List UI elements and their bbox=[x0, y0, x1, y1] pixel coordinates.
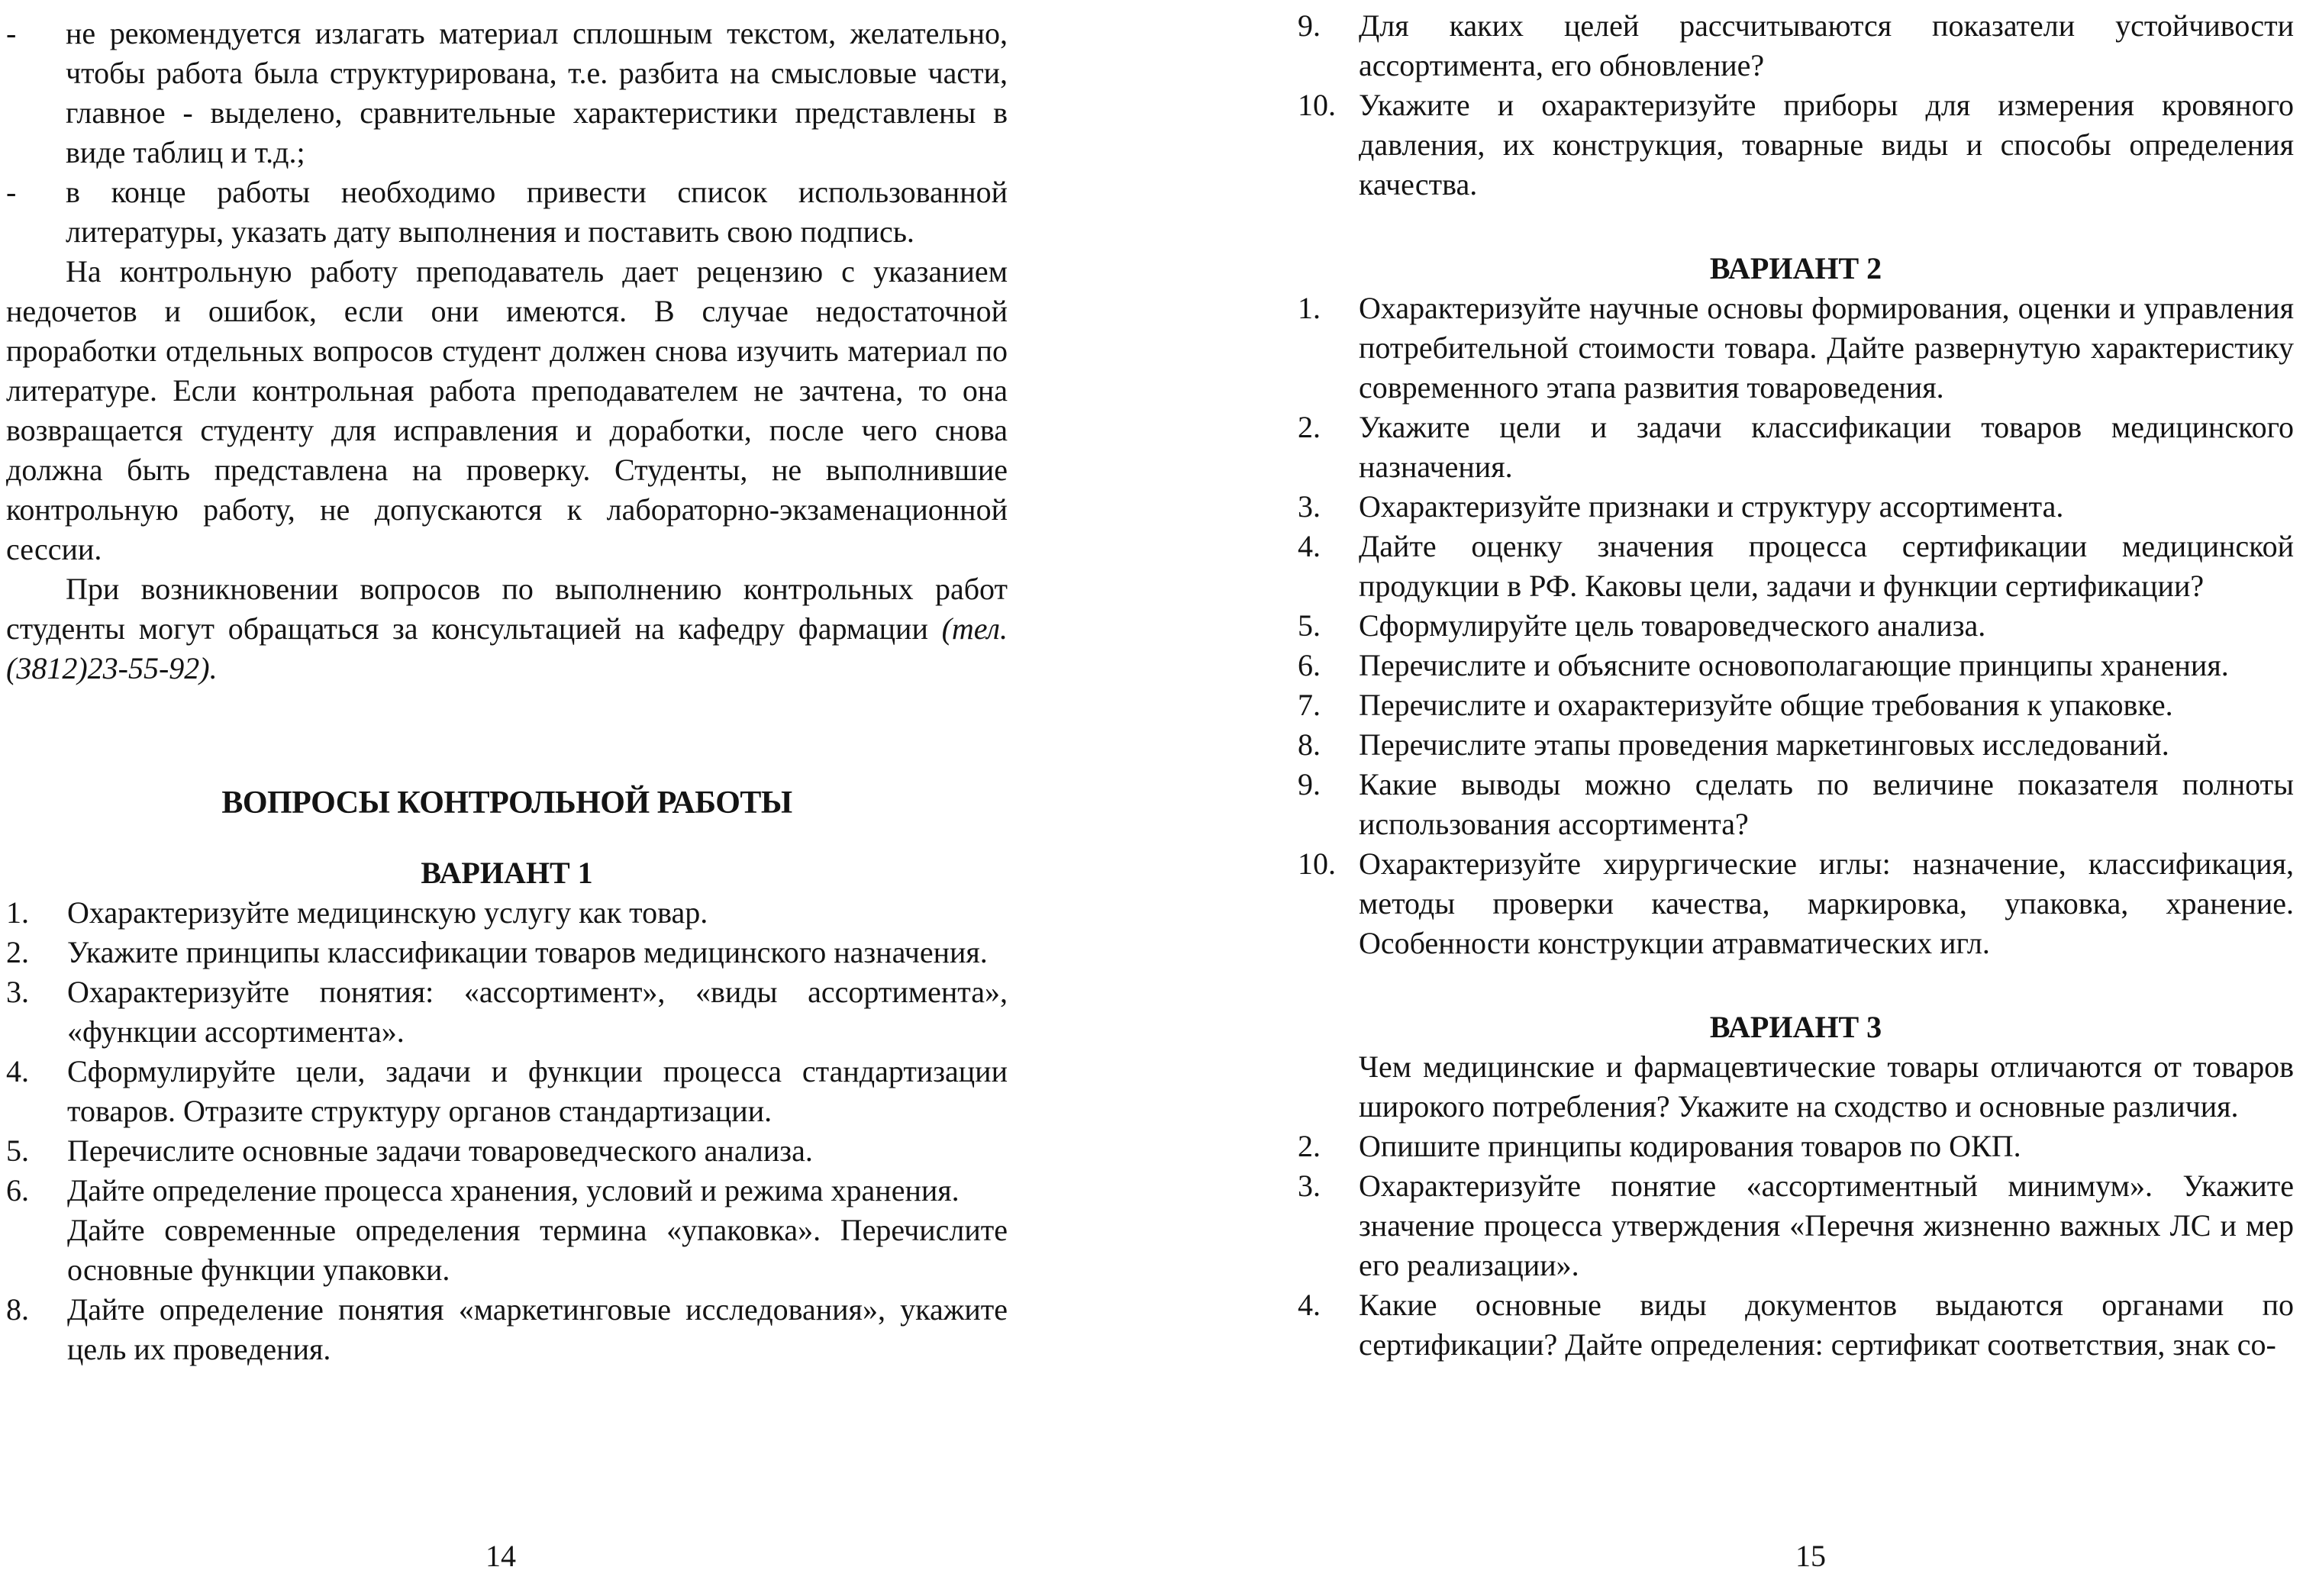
question-text: Перечислите и охарактеризуйте общие требования к упаковке. bbox=[1359, 688, 2173, 722]
question-item bbox=[6, 1211, 1008, 1290]
question-text: Чем медицинские и фармацевтические товары отличаются от товаров широкого потребления? Укажите на сходство и основные различия. bbox=[1359, 1049, 2294, 1124]
question-number: 7. bbox=[1298, 688, 1321, 722]
question-text: Сформулируйте цель товароведческого анализа. bbox=[1359, 608, 1986, 643]
question-text: Перечислите и объясните основополагающие принципы хранения. bbox=[1359, 648, 2229, 682]
question-text: Укажите принципы классификации товаров медицинского назначения. bbox=[67, 935, 988, 969]
question-number: 9. bbox=[1298, 767, 1321, 801]
question-text: Сформулируйте цели, задачи и функции процесса стандартизации товаров. Отразите структуру органов стандартизации. bbox=[67, 1054, 1008, 1128]
question-number: 3. bbox=[1298, 489, 1321, 524]
question-text: Опишите принципы кодирования товаров по ОКП. bbox=[1359, 1129, 2021, 1163]
question-text: Охарактеризуйте признаки и структуру ассортимента. bbox=[1359, 489, 2064, 524]
left-page-text-column bbox=[6, 14, 1008, 1369]
question-text: Охарактеризуйте хирургические иглы: назначение, классификация, методы проверки качества, маркировка, упаковка, хранение. Особенности конструкции атравматических игл. bbox=[1359, 846, 2294, 960]
consultation-text: При возникновении вопросов по выполнению контрольных работ студенты могут обращаться за консультацией на кафедру фармации bbox=[6, 572, 1008, 646]
page-number: 14 bbox=[485, 1539, 516, 1573]
variant-1-title: ВАРИАНТ 1 bbox=[421, 856, 593, 890]
question-text: Охарактеризуйте понятие «ассортиментный минимум». Укажите значение процесса утверждения «Перечня жизненно важных ЛС и мер его реализации». bbox=[1359, 1169, 2294, 1282]
question-text: Охарактеризуйте медицинскую услугу как товар. bbox=[67, 895, 708, 930]
question-text: Дайте определение процесса хранения, условий и режима хранения. bbox=[67, 1173, 960, 1207]
question-number: 2. bbox=[6, 935, 29, 969]
question-item bbox=[6, 893, 1008, 933]
bullet-text: не рекомендуется излагать материал сплошным текстом, желательно, чтобы работа была структурирована, т.е. разбита на смысловые части, главное - выделено, сравнительные характеристики представлены в виде таблиц и т.д.; bbox=[66, 16, 1008, 169]
question-text: Охарактеризуйте понятия: «ассортимент», «виды ассортимента», «функции ассортимента». bbox=[67, 975, 1008, 1049]
question-item bbox=[1298, 1166, 2294, 1285]
intro-bullet-item bbox=[6, 14, 1008, 172]
question-text: Дайте оценку значения процесса сертификации медицинской продукции в РФ. Каковы цели, задачи и функции сертификации? bbox=[1359, 529, 2294, 603]
variant-1-question-list bbox=[6, 893, 1008, 1369]
question-item bbox=[1298, 289, 2294, 408]
question-item bbox=[6, 1290, 1008, 1369]
question-text: Для каких целей рассчитываются показатели устойчивости ассортимента, его обновление? bbox=[1359, 8, 2294, 82]
question-number: 9. bbox=[1298, 8, 1321, 43]
question-item bbox=[1298, 527, 2294, 606]
question-number: 10. bbox=[1298, 88, 1336, 122]
section-title: ВОПРОСЫ КОНТРОЛЬНОЙ РАБОТЫ bbox=[221, 785, 792, 821]
question-item bbox=[1298, 725, 2294, 765]
question-number: 1. bbox=[6, 895, 29, 930]
variant-1-continued-list bbox=[1298, 6, 2294, 205]
review-paragraph: На контрольную работу преподаватель дает рецензию с указанием недочетов и ошибок, если они имеются. В случае недостаточной проработки отдельных вопросов студент должен снова изучить материал по литературе. Если контрольная работа преподавателем не зачтена, то она возвращается студенту для исправления и доработки, после чего снова должна быть представлена на проверку. Студенты, не выполнившие контрольную работу, не допускаются к лабораторно-экзаменационной сессии. bbox=[6, 254, 1008, 566]
question-text: Дайте определение понятия «маркетинговые исследования», укажите цель их проведения. bbox=[67, 1292, 1008, 1366]
question-item bbox=[1298, 844, 2294, 963]
question-item bbox=[1298, 765, 2294, 844]
phone-number: (тел. (3812)23-55-92). bbox=[6, 611, 1008, 685]
question-item bbox=[1298, 6, 2294, 85]
question-item bbox=[1298, 408, 2294, 487]
bullet-marker: - bbox=[6, 175, 17, 209]
question-text: Перечислите основные задачи товароведческого анализа. bbox=[67, 1133, 813, 1168]
question-item bbox=[1298, 85, 2294, 205]
question-number: 8. bbox=[1298, 727, 1321, 762]
question-text: Какие основные виды документов выдаются органами по сертификации? Дайте определения: сертификат соответствия, знак со- bbox=[1359, 1288, 2294, 1362]
bullet-text: в конце работы необходимо привести список использованной литературы, указать дату выполнения и поставить свою подпись. bbox=[66, 175, 1008, 249]
question-number: 4. bbox=[1298, 1288, 1321, 1322]
variant-3-question-list bbox=[1298, 1047, 2294, 1365]
right-page bbox=[1298, 0, 2303, 1596]
question-text: Перечислите этапы проведения маркетинговых исследований. bbox=[1359, 727, 2169, 762]
question-item bbox=[1298, 1047, 2294, 1127]
question-text: Какие выводы можно сделать по величине показателя полноты использования ассортимента? bbox=[1359, 767, 2294, 841]
question-item bbox=[1298, 646, 2294, 685]
intro-bullet-item bbox=[6, 172, 1008, 252]
page-number: 15 bbox=[1795, 1539, 1826, 1573]
question-number: 2. bbox=[1298, 1129, 1321, 1163]
question-item bbox=[6, 1131, 1008, 1171]
question-number: 6. bbox=[1298, 648, 1321, 682]
question-number: 3. bbox=[1298, 1169, 1321, 1203]
question-number: 4. bbox=[1298, 529, 1321, 563]
question-text: Охарактеризуйте научные основы формирования, оценки и управления потребительной стоимости товара. Дайте развернутую характеристику современного этапа развития товароведения. bbox=[1359, 291, 2294, 405]
question-number: 4. bbox=[6, 1054, 29, 1088]
question-text: Укажите и охарактеризуйте приборы для измерения кровяного давления, их конструкция, товарные виды и способы определения качества. bbox=[1359, 88, 2294, 202]
variant-2-question-list bbox=[1298, 289, 2294, 963]
question-item bbox=[1298, 1285, 2294, 1365]
question-text: Укажите цели и задачи классификации товаров медицинского назначения. bbox=[1359, 410, 2294, 484]
question-item bbox=[1298, 685, 2294, 725]
question-item bbox=[6, 972, 1008, 1052]
question-number: 5. bbox=[1298, 608, 1321, 643]
question-item bbox=[1298, 487, 2294, 527]
consultation-paragraph bbox=[6, 569, 1008, 688]
left-page bbox=[0, 0, 1015, 1596]
question-number: 8. bbox=[6, 1292, 29, 1327]
question-item bbox=[1298, 1127, 2294, 1166]
question-number: 6. bbox=[6, 1173, 29, 1207]
question-number: 2. bbox=[1298, 410, 1321, 444]
question-item bbox=[6, 933, 1008, 972]
variant-2-title: ВАРИАНТ 2 bbox=[1709, 251, 1882, 285]
variant-3-title: ВАРИАНТ 3 bbox=[1709, 1010, 1882, 1044]
right-page-text-column bbox=[1298, 6, 2294, 1365]
question-number: 3. bbox=[6, 975, 29, 1009]
question-number: 5. bbox=[6, 1133, 29, 1168]
question-item bbox=[1298, 606, 2294, 646]
question-number: 1. bbox=[1298, 291, 1321, 325]
bullet-marker: - bbox=[6, 16, 17, 50]
question-text: Дайте современные определения термина «упаковка». Перечислите основные функции упаковки. bbox=[67, 1213, 1008, 1287]
question-item bbox=[6, 1052, 1008, 1131]
question-item bbox=[6, 1171, 1008, 1211]
intro-bullet-list bbox=[6, 14, 1008, 252]
instructions-text bbox=[6, 252, 1008, 688]
question-number: 10. bbox=[1298, 846, 1336, 881]
